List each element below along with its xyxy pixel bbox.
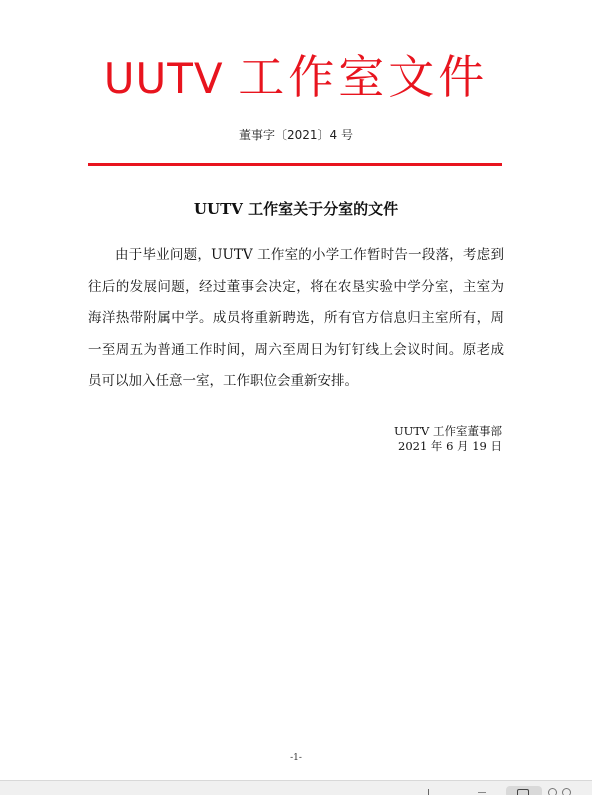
document-title: UUTV 工作室关于分室的文件 — [193, 200, 399, 218]
masthead-cjk: 工作室文件 — [238, 50, 489, 104]
view-mode-icon — [517, 789, 529, 795]
page-number: -1- — [290, 753, 302, 763]
document-body: 由于毕业问题，UUTV 工作室的小学工作暂时告一段落，考虑到往后的发展问题，经过董事会决定，将在农垦实验中学分室，主室为海洋热带附属中学。成员将重新聘选，所有官方信息归主室所有，周一至周五为普通工作时间，周六至周日为钉钉线上会议时间。原老成员可以加入任意一室，工作职位会重新安排。 — [88, 247, 504, 390]
circle-icon[interactable] — [548, 788, 557, 795]
status-bar — [0, 780, 592, 795]
document-number: 董事字〔2021〕4 号 — [239, 128, 353, 142]
circle-icon[interactable] — [562, 788, 571, 795]
view-mode-button[interactable] — [506, 786, 542, 795]
masthead-latin: UUTV — [103, 54, 224, 103]
zoom-tick-icon — [428, 789, 429, 795]
document-masthead — [0, 44, 592, 112]
signature-block — [300, 424, 502, 454]
zoom-minus-icon[interactable] — [478, 792, 486, 793]
signature-org: UUTV 工作室董事部 — [393, 424, 502, 438]
red-header-rule — [88, 163, 502, 166]
signature-date: 2021 年 6 月 19 日 — [398, 439, 502, 453]
